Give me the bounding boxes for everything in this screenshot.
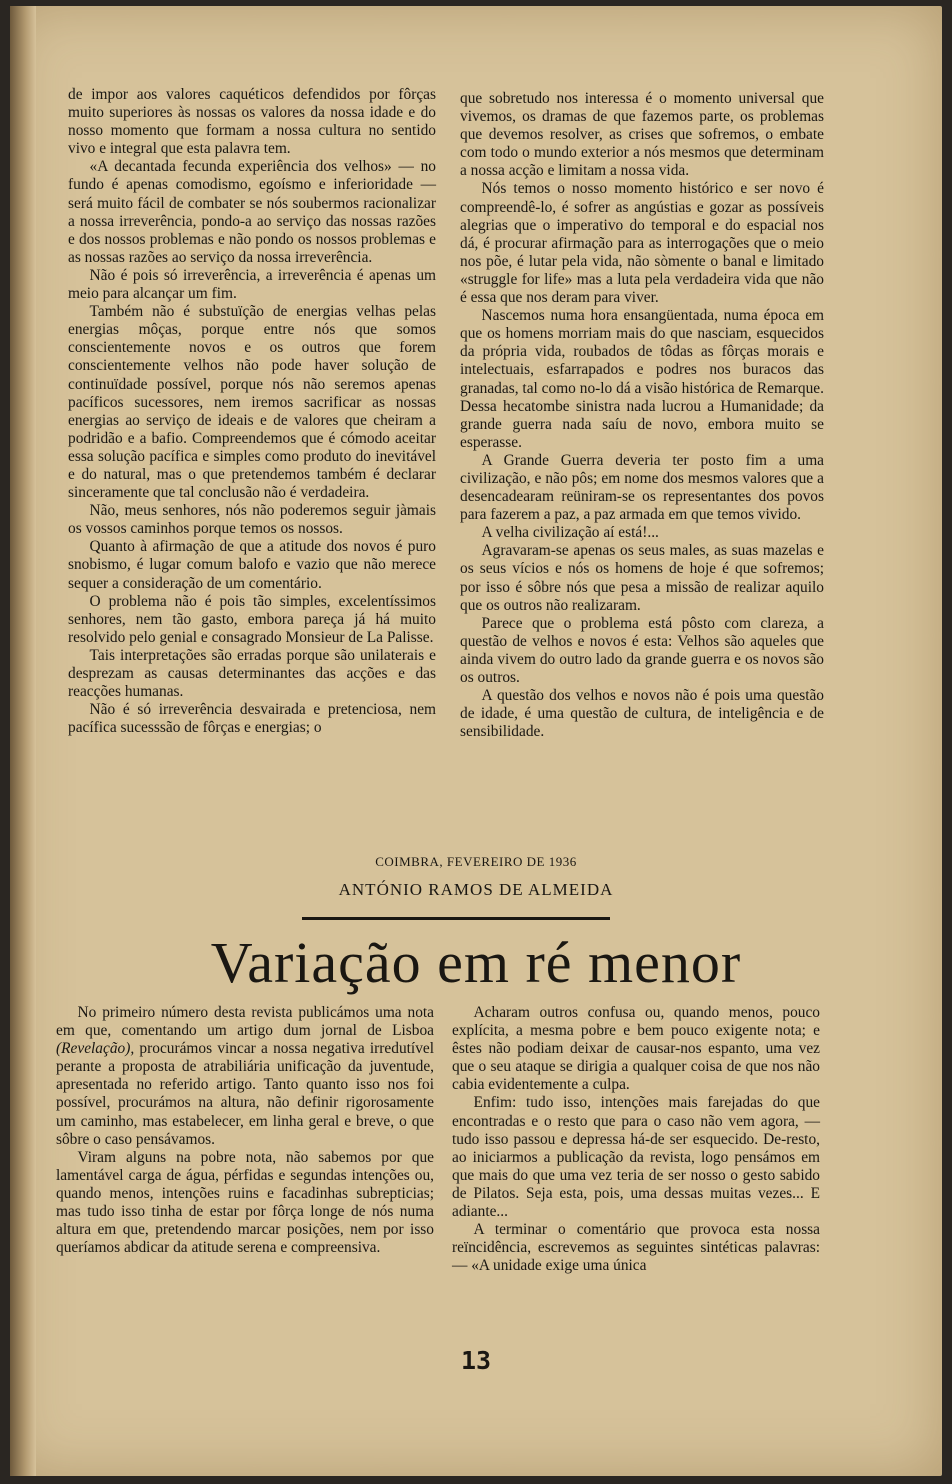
paragraph: Não, meus senhores, nós não poderemos seguir jàmais os vossos caminhos porque temos os nossos. <box>68 502 436 538</box>
paragraph: O problema não é pois tão simples, excelentíssimos senhores, nem tão gasto, embora pareça já há muito resolvido pelo genial e consagrado Monsieur de La Palisse. <box>68 592 436 646</box>
article-headline: Variação em ré menor <box>210 930 742 995</box>
paragraph: Viram alguns na pobre nota, não sabemos por que lamentável carga de água, pérfidas e segundas intenções ou, quando menos, intenções ruins e facadinhas subrepticias; mas tudo isso tinha de estar por fôrça longe de nós numa altura em que, pretendendo marcar posições, nem por isso queríamos abdicar da atitude serena e compreensiva. <box>56 1148 434 1257</box>
paragraph: A Grande Guerra deveria ter posto fim a uma civilização, e não pôs; em nome dos mesmos valores que a desencadearam reüniram-se os representantes dos povos para fazerem a paz, a paz armada em que temos vivido. <box>460 451 824 524</box>
paragraph: Parece que o problema está pôsto com clareza, a questão de velhos e novos é esta: Velhos são aqueles que ainda vivem do outro lado da grande guerra e os novos são os outros. <box>460 614 824 686</box>
paragraph: «A decantada fecunda experiência dos velhos» — no fundo é apenas comodismo, egoísmo e inferioridade — será muito fácil de combater se nós soubermos racionalizar a nossa irreverência, pondo-a ao serviço das nossas razões e dos nossos problemas e não pondo os nossos problemas e as nossas razões ao serviço da nossa irreverência. <box>68 158 436 266</box>
paragraph: Nascemos numa hora ensangüentada, numa época em que os homens morriam mais do que nasciam, esquecidos da própria vida, roubados de tôdas as fôrças morais e intelectuais, esfarrapados e podres nos buracos das granadas, tal como no-lo dá a visão histórica de Remarque. Dessa hecatombe sinistra nada lucrou a Humanidade; da grande guerra nada saíu de novo, embora muito se esperasse. <box>460 307 824 451</box>
paragraph: Enfim: tudo isso, intenções mais farejadas do que encontradas e o resto que para o caso não vem agora, — tudo isso passou e depressa há-de ser esquecido. De-resto, ao iniciarmos a publicação da revista, logo pensámos em que mais do que uma vez teria de ser nosso o gesto sabido de Pilatos. Seja esta, pois, uma dessas muitas vezes... E adiante... <box>452 1094 820 1221</box>
paragraph: Quanto à afirmação de que a atitude dos novos é puro snobismo, é lugar comum balofo e vazio que não merece sequer a consideração de um comentário. <box>68 538 436 592</box>
page <box>10 6 942 1476</box>
article-column-left-top <box>68 86 436 737</box>
book-spine-shadow <box>10 6 36 1476</box>
section-divider <box>302 917 610 920</box>
paragraph: Agravaram-se apenas os seus males, as suas mazelas e os seus vícios e nós os homens de hoje é que sofremos; por isso é sôbre nós que pesa a missão de realizar aquilo que os outros não realizaram. <box>460 542 824 614</box>
paragraph: Acharam outros confusa ou, quando menos, pouco explícita, a mesma pobre e bem pouco exigente nota; e êstes não podiam deixar de causar-nos espanto, uma vez que o seu ataque se dirigia a qualquer coisa de que nos não cabia evidentemente a culpa. <box>452 1004 820 1094</box>
paragraph: Não é pois só irreverência, a irreverência é apenas um meio para alcançar um fim. <box>68 266 436 303</box>
article-dateline: COIMBRA, FEVEREIRO DE 1936 <box>375 854 577 869</box>
paragraph-text: No primeiro número desta revista publicámos uma nota em que, comentando um artigo dum jornal de Lisboa <box>56 1004 434 1040</box>
paragraph: Nós temos o nosso momento histórico e ser novo é compreendê-lo, é sofrer as angústias e gozar as possíveis alegrias que o imperativo do temporal e do espacial nos dá, é procurar afirmação para as interrogações que o meio nos põe, é lutar pela vida, não sòmente o banal e limitado «struggle for life» mas a luta pela verdadeira vida que não é essa que nos deram para viver. <box>460 180 824 307</box>
article-column-left-bottom <box>56 1004 434 1257</box>
paragraph: Também não é substuïção de energias velhas pelas energias môças, porque entre nós que somos conscientemente novos e os outros que forem conscientemente velhos não pode haver solução de continuïdade possível, porque nós não seremos apenas pacíficos sucessores, nem iremos sacrificar as nossas energias ao serviço de ideais e de valores que cheiram a podridão e a bafio. Compreendemos que é cómodo aceitar essa solução pacífica e simples como produto do inevitável e do natural, mas o que pretendemos também é declarar sinceramente que tal conclusão não é verdadeira. <box>68 303 436 502</box>
paragraph: A velha civilização aí está!... <box>481 524 659 542</box>
publication-title: (Revelação), <box>56 1040 135 1058</box>
article-author: ANTÓNIO RAMOS DE ALMEIDA <box>338 880 614 899</box>
paragraph: A terminar o comentário que provoca esta nossa reïncidência, escrevemos as seguintes sintéticas palavras: — «A unidade exige uma única <box>452 1221 820 1275</box>
paragraph <box>56 1004 434 1149</box>
paragraph: de impor aos valores caquéticos defendidos por fôrças muito superiores às nossas os valores da nossa idade e do nosso momento que formam a nossa cultura no sentido vivo e integral que esta palavra tem. <box>68 86 436 158</box>
paragraph: Não é só irreverência desvairada e pretenciosa, nem pacífica sucesssão de fôrças e energias; o <box>68 701 436 737</box>
article-column-right-top <box>460 90 824 741</box>
paragraph-text: procurámos vincar a nossa negativa irredutível perante a proposta de atrabiliária unificação da juventude, apresentada no referido artigo. Tanto quanto isso nos foi possível, procurámos na altura, não definir rigorosamente um caminho, mas estabelecer, em linha geral e breve, o que sôbre o caso pensávamos. <box>56 1040 434 1148</box>
paragraph: Tais interpretações são erradas porque são unilaterais e desprezam as causas determinantes das acções e das reacções humanas. <box>68 646 436 701</box>
paragraph: A questão dos velhos e novos não é pois uma questão de idade, é uma questão de cultura, de inteligência e de sensibilidade. <box>460 687 824 741</box>
paragraph: que sobretudo nos interessa é o momento universal que vivemos, os dramas de que fazemos parte, os problemas que devemos resolver, as crises que sofremos, o embate com todo o mundo exterior a nós mesmos que determinam a nossa acção e limitam a nossa vida. <box>460 90 824 180</box>
page-number: 13 <box>460 1346 492 1375</box>
article-column-right-bottom <box>452 1004 820 1275</box>
